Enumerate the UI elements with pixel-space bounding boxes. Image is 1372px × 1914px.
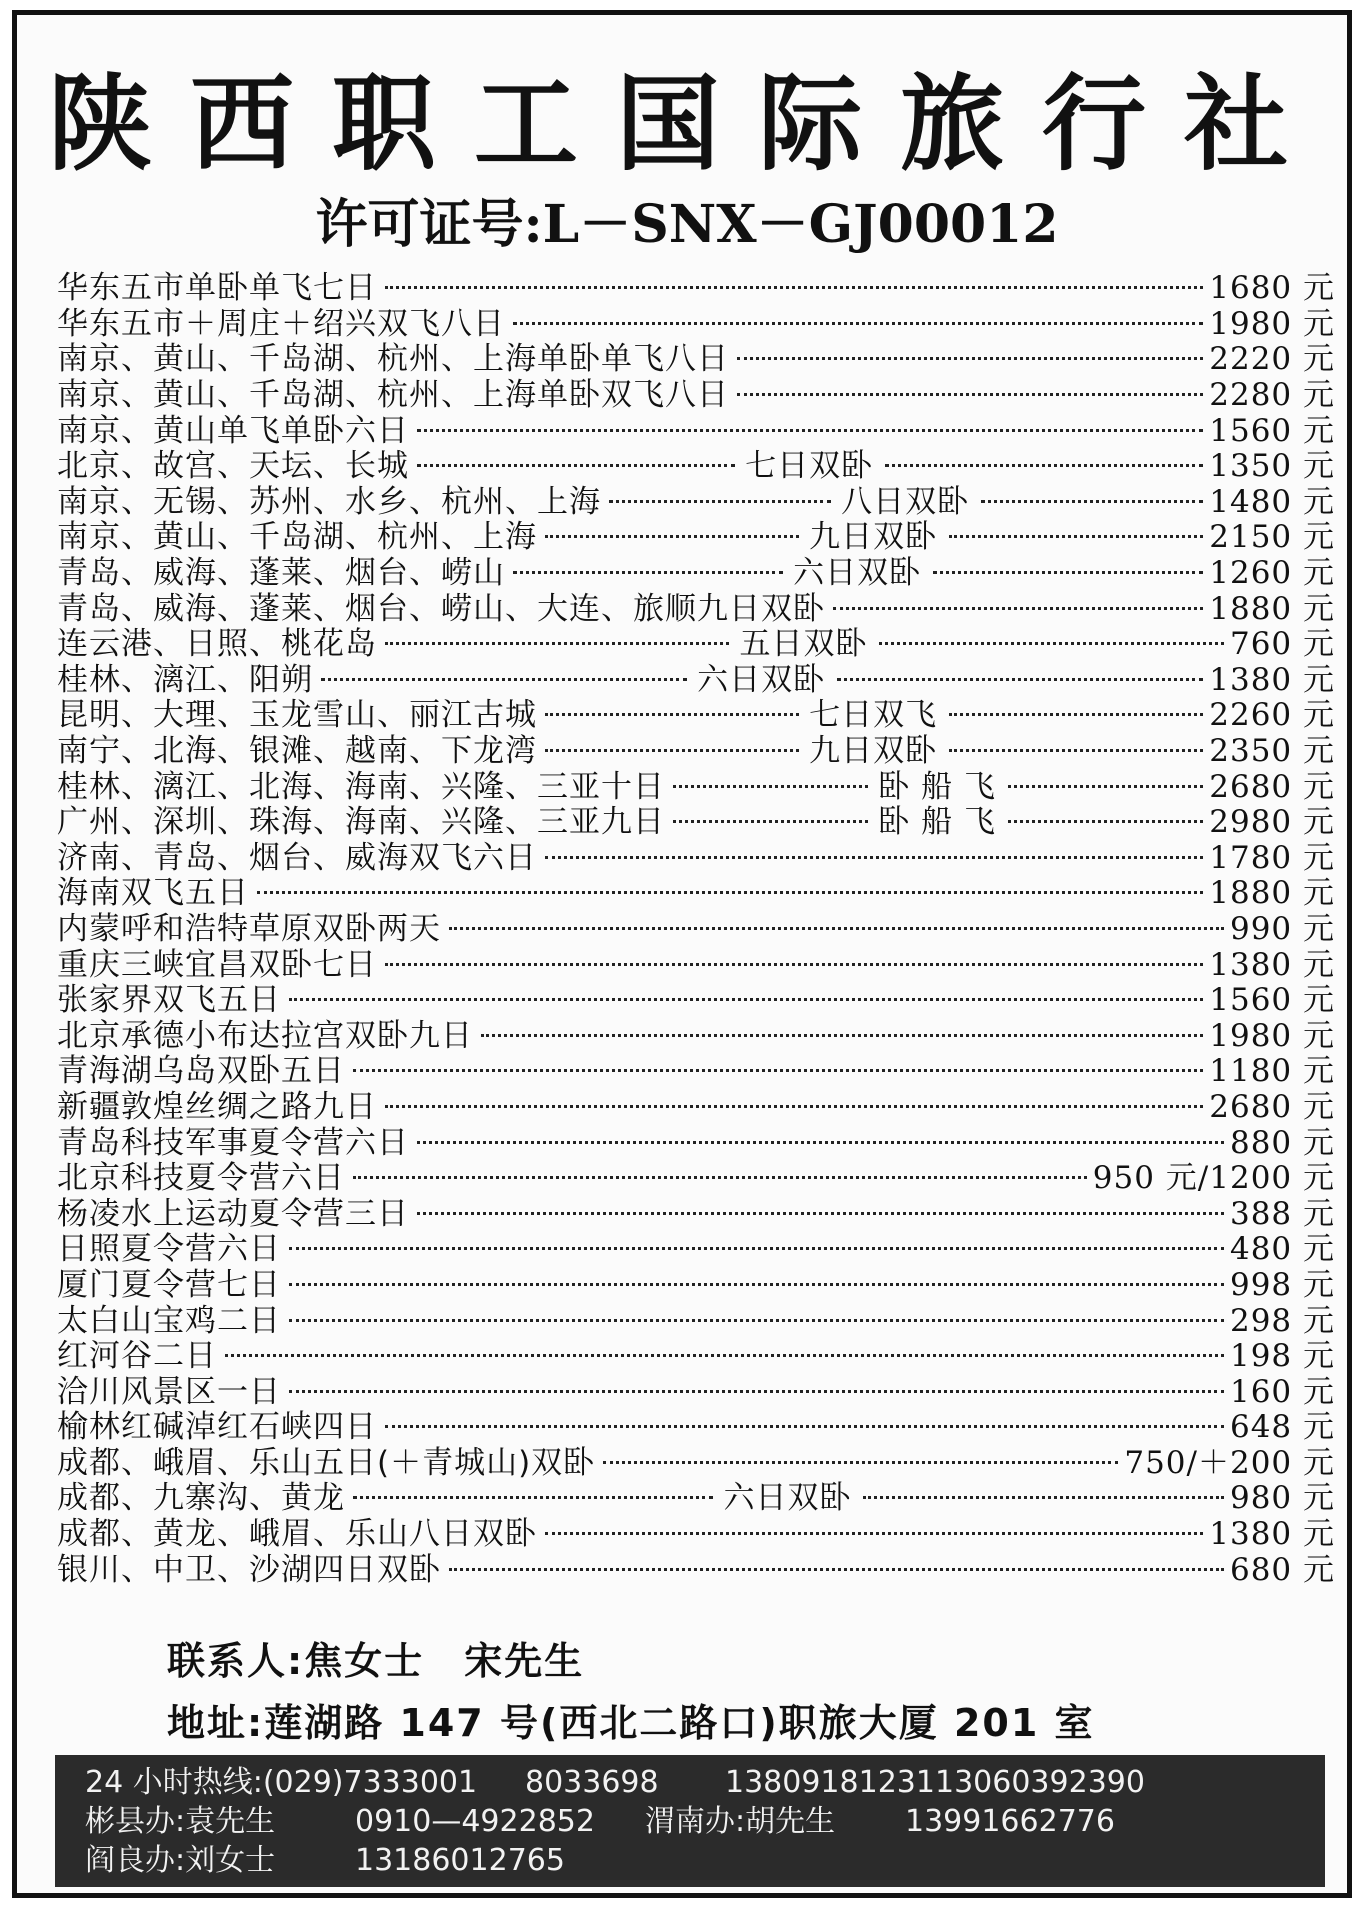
leader-dots <box>545 749 799 752</box>
leader-dots <box>417 1141 1224 1144</box>
route-name: 华东五市＋周庄＋绍兴双飞八日 <box>57 305 505 342</box>
route-transport-note: 七日双飞 <box>809 697 938 734</box>
route-transport-note: 九日双卧 <box>809 733 938 770</box>
route-name: 海南双飞五日 <box>57 875 249 912</box>
leader-dots <box>737 393 1203 396</box>
route-price: 2680 元 <box>1209 768 1335 805</box>
route-price: 1780 元 <box>1209 839 1335 876</box>
route-name: 重庆三峡宜昌双卧七日 <box>57 946 377 983</box>
route-name: 榆林红碱淖红石峡四日 <box>57 1409 377 1446</box>
route-price: 1980 元 <box>1209 305 1335 342</box>
route-name: 张家界双飞五日 <box>57 982 281 1019</box>
route-transport-note: 六日双卧 <box>793 555 922 592</box>
hotline-row <box>85 1763 1295 1802</box>
route-transport-note: 卧 船 飞 <box>878 804 996 841</box>
leader-dots <box>603 1461 1118 1464</box>
hotline-label: 24 小时热线:(029)7333001 <box>85 1765 478 1800</box>
leader-dots <box>289 1247 1224 1250</box>
leader-dots <box>289 1283 1224 1286</box>
route-name: 桂林、漓江、阳朔 <box>57 661 313 698</box>
route-name: 华东五市单卧单飞七日 <box>57 270 377 307</box>
route-price: 160 元 <box>1229 1373 1335 1410</box>
route-row <box>57 1299 1335 1339</box>
route-name: 日照夏令营六日 <box>57 1231 281 1268</box>
leader-dots <box>933 571 1203 574</box>
leader-dots <box>481 1034 1203 1037</box>
leader-dots <box>449 1568 1224 1571</box>
leader-dots <box>353 1496 713 1499</box>
route-name: 昆明、大理、玉龙雪山、丽江古城 <box>57 697 537 734</box>
route-name: 连云港、日照、桃花岛 <box>57 626 377 663</box>
route-price: 198 元 <box>1229 1338 1335 1375</box>
route-price: 980 元 <box>1229 1480 1335 1517</box>
route-name: 北京科技夏令营六日 <box>57 1160 345 1197</box>
route-name: 济南、青岛、烟台、威海双飞六日 <box>57 839 537 876</box>
leader-dots <box>545 1532 1203 1535</box>
route-price: 2980 元 <box>1209 804 1335 841</box>
route-price: 998 元 <box>1229 1266 1335 1303</box>
route-price: 2680 元 <box>1209 1088 1335 1125</box>
leader-dots <box>981 500 1203 503</box>
route-transport-note: 六日双卧 <box>723 1480 852 1517</box>
leader-dots <box>1008 785 1203 788</box>
route-price: 1980 元 <box>1209 1017 1335 1054</box>
route-name: 南京、无锡、苏州、水乡、杭州、上海 <box>57 483 601 520</box>
route-name: 新疆敦煌丝绸之路九日 <box>57 1088 377 1125</box>
leader-dots <box>949 535 1203 538</box>
route-price: 2350 元 <box>1209 733 1335 770</box>
route-transport-note: 九日双卧 <box>809 519 938 556</box>
route-name: 北京承德小布达拉宫双卧九日 <box>57 1017 473 1054</box>
route-price-list <box>57 267 1335 1588</box>
route-price: 2220 元 <box>1209 341 1335 378</box>
hotline-phone: 8033698 <box>525 1765 659 1800</box>
leader-dots <box>545 856 1203 859</box>
route-transport-note: 八日双卧 <box>841 483 970 520</box>
route-name: 南京、黄山、千岛湖、杭州、上海 <box>57 519 537 556</box>
hotline-box <box>55 1755 1325 1887</box>
leader-dots <box>289 1390 1224 1393</box>
leader-dots <box>949 713 1203 716</box>
route-name: 成都、黄龙、峨眉、乐山八日双卧 <box>57 1516 537 1553</box>
route-transport-note: 卧 船 飞 <box>878 768 996 805</box>
route-price: 760 元 <box>1229 626 1335 663</box>
office-yanliang: 阎良办:刘女士 <box>85 1843 276 1878</box>
route-name: 北京、故宫、天坛、长城 <box>57 448 409 485</box>
leader-dots <box>949 749 1203 752</box>
route-name: 广州、深圳、珠海、海南、兴隆、三亚九日 <box>57 804 665 841</box>
leader-dots <box>737 357 1203 360</box>
route-name: 青岛、威海、蓬莱、烟台、崂山、大连、旅顺九日双卧 <box>57 590 825 627</box>
route-name: 太白山宝鸡二日 <box>57 1302 281 1339</box>
office-yanliang-phone: 13186012765 <box>355 1843 565 1878</box>
advertisement-frame <box>12 10 1352 1898</box>
leader-dots <box>417 1212 1224 1215</box>
leader-dots <box>289 1319 1224 1322</box>
leader-dots <box>513 571 783 574</box>
leader-dots <box>353 1069 1203 1072</box>
leader-dots <box>673 785 868 788</box>
route-price: 388 元 <box>1229 1195 1335 1232</box>
route-price: 950 元/1200 元 <box>1092 1160 1335 1197</box>
office-weinan: 渭南办:胡先生 <box>645 1804 836 1839</box>
leader-dots <box>385 963 1203 966</box>
leader-dots <box>673 820 868 823</box>
route-price: 1350 元 <box>1209 448 1335 485</box>
leader-dots <box>417 429 1203 432</box>
route-price: 1480 元 <box>1209 483 1335 520</box>
route-price: 298 元 <box>1229 1302 1335 1339</box>
route-name: 南京、黄山单飞单卧六日 <box>57 412 409 449</box>
route-price: 2150 元 <box>1209 519 1335 556</box>
leader-dots <box>885 464 1203 467</box>
agency-title: 陕西职工国际旅行社 <box>47 62 1326 185</box>
route-name: 厦门夏令营七日 <box>57 1266 281 1303</box>
route-name: 青海湖乌岛双卧五日 <box>57 1053 345 1090</box>
leader-dots <box>225 1354 1224 1357</box>
route-price: 1260 元 <box>1209 555 1335 592</box>
leader-dots <box>545 713 799 716</box>
route-price: 2260 元 <box>1209 697 1335 734</box>
route-name: 桂林、漓江、北海、海南、兴隆、三亚十日 <box>57 768 665 805</box>
office-weinan-phone: 13991662776 <box>905 1804 1115 1839</box>
route-price: 1560 元 <box>1209 412 1335 449</box>
route-name: 南京、黄山、千岛湖、杭州、上海单卧双飞八日 <box>57 377 729 414</box>
contact-address: 地址:莲湖路 147 号(西北二路口)职旅大厦 201 室 <box>167 1701 1095 1745</box>
route-price: 1180 元 <box>1209 1053 1335 1090</box>
route-price: 1560 元 <box>1209 982 1335 1019</box>
leader-dots <box>353 1176 1087 1179</box>
license-number: 许可证号:L－SNX－GJ00012 <box>315 194 1059 255</box>
route-transport-note: 七日双卧 <box>745 448 874 485</box>
leader-dots <box>449 927 1224 930</box>
office-row <box>85 1841 1295 1880</box>
route-price: 1380 元 <box>1209 661 1335 698</box>
route-row <box>57 1548 1335 1588</box>
route-name: 银川、中卫、沙湖四日双卧 <box>57 1551 441 1588</box>
route-name: 青岛科技军事夏令营六日 <box>57 1124 409 1161</box>
route-price: 1380 元 <box>1209 946 1335 983</box>
leader-dots <box>321 678 687 681</box>
route-price: 1380 元 <box>1209 1516 1335 1553</box>
route-name: 成都、九寨沟、黄龙 <box>57 1480 345 1517</box>
hotline-phone: 13060392390 <box>935 1765 1145 1800</box>
contact-people: 联系人:焦女士 宋先生 <box>167 1639 585 1683</box>
route-transport-note: 五日双卧 <box>739 626 868 663</box>
leader-dots <box>863 1496 1223 1499</box>
leader-dots <box>609 500 831 503</box>
office-binxian: 彬县办:袁先生 <box>85 1804 276 1839</box>
leader-dots <box>837 678 1203 681</box>
hotline-phone: 13809181231 <box>725 1765 935 1800</box>
leader-dots <box>385 642 729 645</box>
route-name: 南京、黄山、千岛湖、杭州、上海单卧单飞八日 <box>57 341 729 378</box>
leader-dots <box>545 535 799 538</box>
route-price: 1680 元 <box>1209 270 1335 307</box>
route-price: 680 元 <box>1229 1551 1335 1588</box>
leader-dots <box>417 464 735 467</box>
route-name: 杨凌水上运动夏令营三日 <box>57 1195 409 1232</box>
leader-dots <box>385 1425 1224 1428</box>
route-price: 1880 元 <box>1209 875 1335 912</box>
route-price: 2280 元 <box>1209 377 1335 414</box>
route-name: 南宁、北海、银滩、越南、下龙湾 <box>57 733 537 770</box>
route-price: 750/＋200 元 <box>1124 1444 1335 1481</box>
route-name: 成都、峨眉、乐山五日(＋青城山)双卧 <box>57 1444 596 1481</box>
leader-dots <box>1008 820 1203 823</box>
leader-dots <box>385 286 1203 289</box>
leader-dots <box>833 607 1203 610</box>
office-binxian-phone: 0910—4922852 <box>355 1804 595 1839</box>
leader-dots <box>257 891 1203 894</box>
route-price: 990 元 <box>1229 910 1335 947</box>
route-price: 480 元 <box>1229 1231 1335 1268</box>
route-price: 1880 元 <box>1209 590 1335 627</box>
route-transport-note: 六日双卧 <box>697 661 826 698</box>
route-name: 红河谷二日 <box>57 1338 217 1375</box>
route-name: 洽川风景区一日 <box>57 1373 281 1410</box>
leader-dots <box>879 642 1223 645</box>
leader-dots <box>289 998 1203 1001</box>
leader-dots <box>385 1105 1203 1108</box>
route-price: 648 元 <box>1229 1409 1335 1446</box>
route-name: 青岛、威海、蓬莱、烟台、崂山 <box>57 555 505 592</box>
route-name: 内蒙呼和浩特草原双卧两天 <box>57 910 441 947</box>
leader-dots <box>513 322 1203 325</box>
route-price: 880 元 <box>1229 1124 1335 1161</box>
office-row <box>85 1802 1295 1841</box>
